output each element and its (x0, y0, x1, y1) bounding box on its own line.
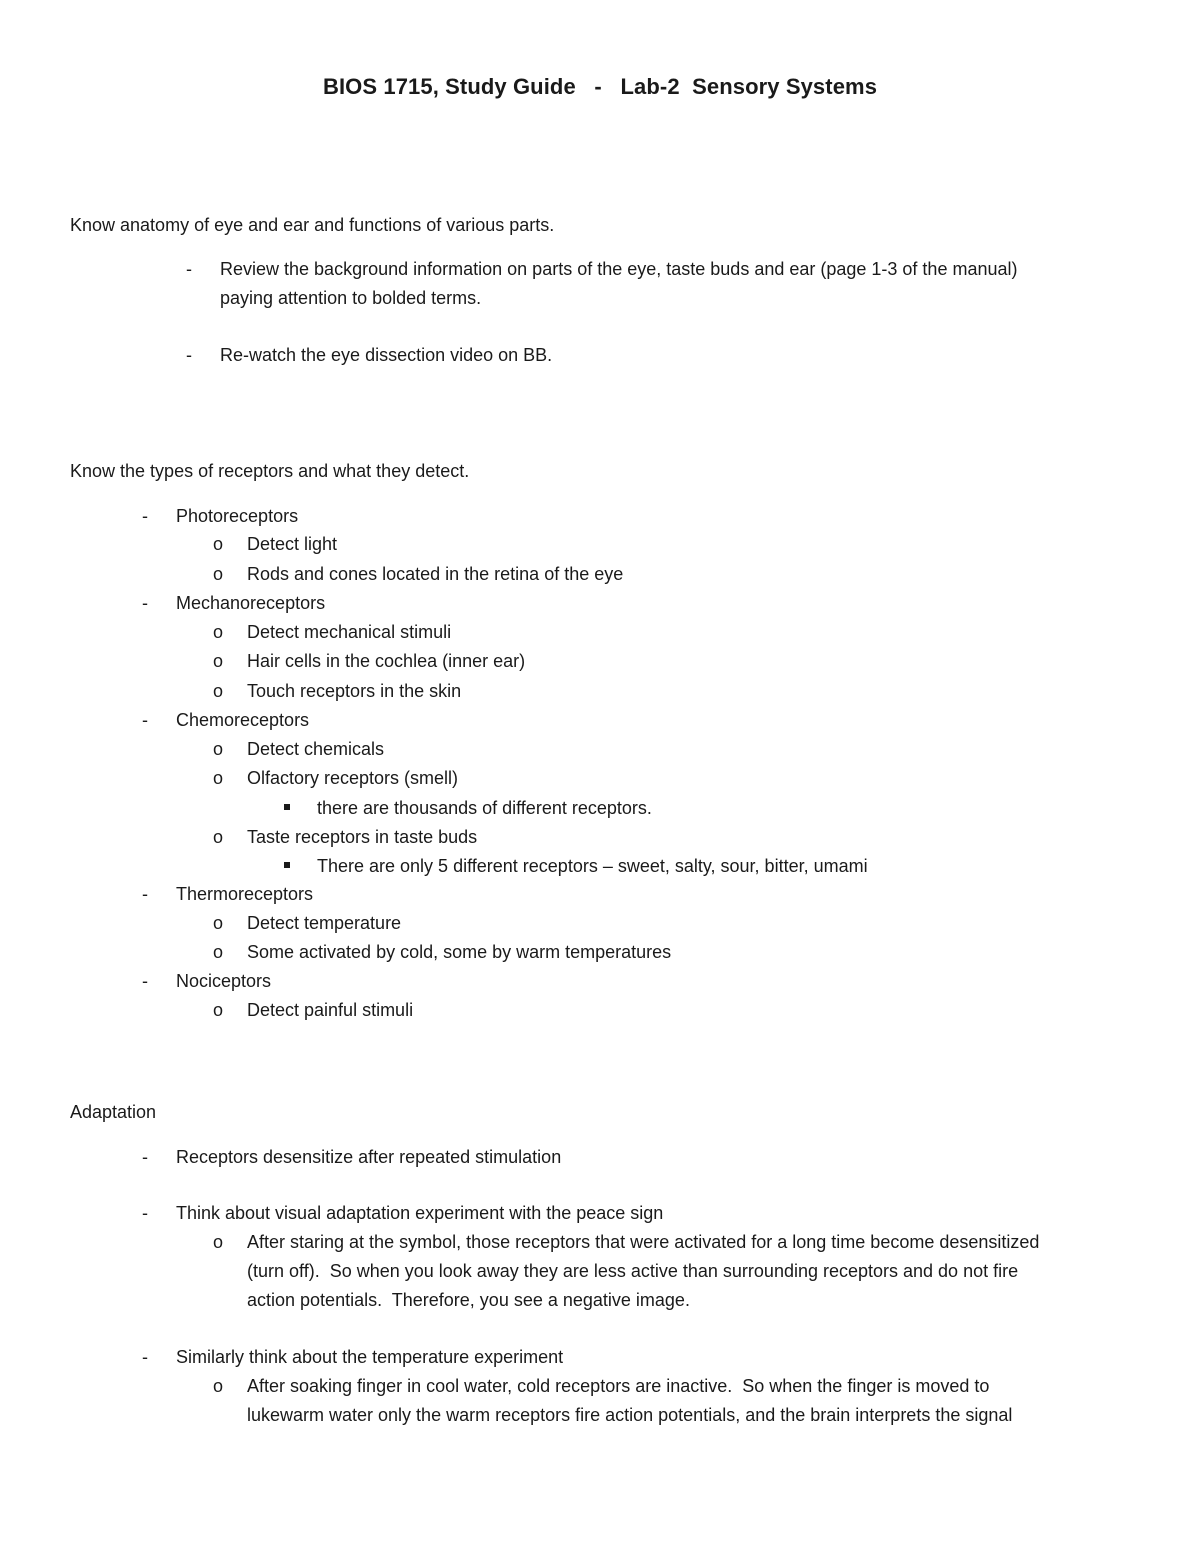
adaptation-item-2: Think about visual adaptation experiment with the peace sign (176, 1203, 664, 1223)
anatomy-item-1-line-2: paying attention to bolded terms. (220, 288, 482, 308)
dash-bullet: - (142, 1347, 148, 1367)
square-bullet-icon (284, 804, 290, 810)
adaptation-item-3: Similarly think about the temperature experiment (176, 1347, 564, 1367)
dash-bullet: - (142, 506, 148, 526)
circle-bullet: o (213, 564, 224, 584)
circle-bullet: o (213, 827, 224, 847)
receptor-mechanoreceptors: Mechanoreceptors (176, 593, 326, 613)
section-heading-adaptation: Adaptation (70, 1102, 157, 1122)
circle-bullet: o (213, 651, 224, 671)
thermo-sub-1: Detect temperature (247, 913, 402, 933)
circle-bullet: o (213, 622, 224, 642)
dash-bullet: - (142, 971, 148, 991)
dash-bullet: - (186, 259, 192, 279)
dash-bullet: - (142, 1203, 148, 1223)
adaptation-item-2-sub-line-2: (turn off). So when you look away they are less active than surrounding receptors and do not fire (247, 1261, 1019, 1281)
circle-bullet: o (213, 739, 224, 759)
mechano-sub-1: Detect mechanical stimuli (247, 622, 452, 642)
receptor-photoreceptors: Photoreceptors (176, 506, 299, 526)
taste-note: There are only 5 different receptors – sweet, salty, sour, bitter, umami (317, 856, 868, 876)
document-title: BIOS 1715, Study Guide - Lab-2 Sensory Systems (322, 74, 878, 99)
receptor-thermoreceptors: Thermoreceptors (176, 884, 314, 904)
olfactory-note: there are thousands of different receptors. (317, 798, 652, 818)
circle-bullet: o (213, 681, 224, 701)
chemo-sub-2: Olfactory receptors (smell) (247, 768, 459, 788)
dash-bullet: - (142, 593, 148, 613)
anatomy-item-1-line-1: Review the background information on parts of the eye, taste buds and ear (page 1-3 of the manual) (220, 259, 1018, 279)
adaptation-item-1: Receptors desensitize after repeated stimulation (176, 1147, 562, 1167)
adaptation-item-3-sub-line-1: After soaking finger in cool water, cold receptors are inactive. So when the finger is moved to (247, 1376, 990, 1396)
dash-bullet: - (142, 1147, 148, 1167)
receptor-nociceptors: Nociceptors (176, 971, 272, 991)
circle-bullet: o (213, 1376, 224, 1396)
square-bullet-icon (284, 862, 290, 868)
photo-sub-1: Detect light (247, 534, 338, 554)
photo-sub-2: Rods and cones located in the retina of the eye (247, 564, 624, 584)
anatomy-item-2: Re-watch the eye dissection video on BB. (220, 345, 553, 365)
dash-bullet: - (186, 345, 192, 365)
chemo-sub-1: Detect chemicals (247, 739, 385, 759)
noci-sub-1: Detect painful stimuli (247, 1000, 414, 1020)
mechano-sub-2: Hair cells in the cochlea (inner ear) (247, 651, 526, 671)
section-heading-anatomy: Know anatomy of eye and ear and functions of various parts. (70, 215, 555, 235)
chemo-sub-3: Taste receptors in taste buds (247, 827, 478, 847)
adaptation-item-3-sub-line-2: lukewarm water only the warm receptors fire action potentials, and the brain interprets the signal (247, 1405, 1013, 1425)
thermo-sub-2: Some activated by cold, some by warm temperatures (247, 942, 672, 962)
adaptation-item-2-sub-line-1: After staring at the symbol, those receptors that were activated for a long time become desensitized (247, 1232, 1040, 1252)
circle-bullet: o (213, 768, 224, 788)
dash-bullet: - (142, 884, 148, 904)
receptor-chemoreceptors: Chemoreceptors (176, 710, 310, 730)
section-heading-receptors: Know the types of receptors and what they detect. (70, 461, 470, 481)
circle-bullet: o (213, 534, 224, 554)
circle-bullet: o (213, 942, 224, 962)
circle-bullet: o (213, 1232, 224, 1252)
circle-bullet: o (213, 913, 224, 933)
circle-bullet: o (213, 1000, 224, 1020)
adaptation-item-2-sub-line-3: action potentials. Therefore, you see a negative image. (247, 1290, 690, 1310)
mechano-sub-3: Touch receptors in the skin (247, 681, 462, 701)
dash-bullet: - (142, 710, 148, 730)
